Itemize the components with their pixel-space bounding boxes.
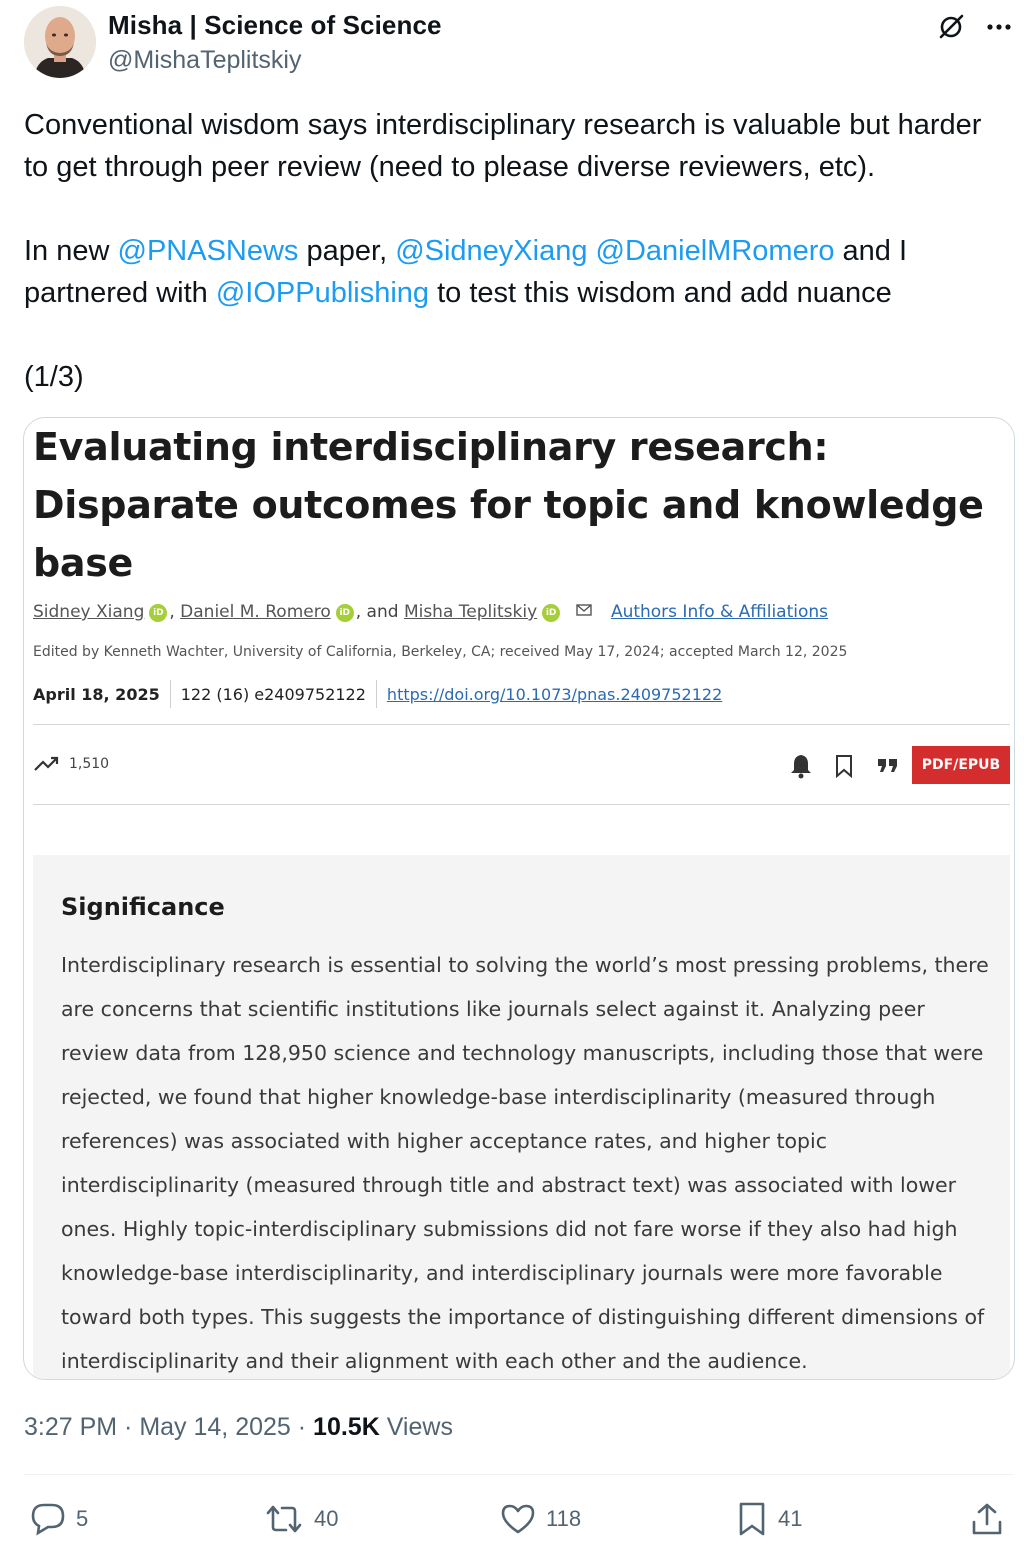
avatar[interactable] <box>24 6 96 78</box>
bookmark-icon <box>736 1501 768 1537</box>
mention-sidneyxiang[interactable]: @SidneyXiang <box>395 235 588 267</box>
envelope-icon <box>576 601 592 621</box>
text-segment: paper, <box>298 235 396 267</box>
paper-author-1: Sidney Xiang <box>33 602 145 622</box>
bookmark-count: 41 <box>778 1506 803 1531</box>
thread-marker: (1/3) <box>24 361 84 393</box>
author-name[interactable]: Misha | Science of Science <box>108 10 442 40</box>
attached-image[interactable] <box>23 417 1015 1380</box>
divider <box>376 680 377 708</box>
views-label: Views <box>379 1413 453 1441</box>
reply-button[interactable] <box>30 1495 88 1543</box>
pdf-epub-button: PDF/EPUB <box>912 746 1010 784</box>
divider <box>33 724 1010 725</box>
avatar-image <box>24 6 96 78</box>
paper-author-2: Daniel M. Romero <box>180 602 331 622</box>
views-stat <box>33 754 109 774</box>
divider <box>24 1474 1014 1475</box>
volume-issue: 122 (16) e2409752122 <box>180 684 366 704</box>
paper-authors <box>33 601 828 622</box>
like-count: 118 <box>546 1506 582 1531</box>
repost-icon <box>264 1503 304 1535</box>
like-button[interactable] <box>500 1495 581 1543</box>
text-segment <box>587 235 595 267</box>
tweet-meta <box>24 1413 453 1442</box>
bookmark-button[interactable] <box>736 1495 802 1543</box>
heart-icon <box>500 1503 536 1535</box>
significance-box <box>33 855 1010 1380</box>
significance-text: Interdisciplinary research is essential to solving the world’s most pressing problems, there are concerns that scientific institutions like journals select against it. Analyzing peer review data from 128,950 science and technology manuscripts, including those that were rejected, we found that higher knowledge-base interdisciplinarity (measured through references) was associated with higher acceptance rates, and higher topic interdisciplinarity (measured through title and abstract text) was associated with lower ones. Highly topic-interdisciplinary submissions did not fare worse if they also had high knowledge-base interdisciplinarity, and interdisciplinary journals were more favorable toward both types. This suggests the importance of distinguishing different dimensions of interdisciplinarity and their alignment with each other and the audience. <box>61 953 989 1373</box>
orcid-icon: iD <box>149 604 167 622</box>
bookmark-outline-icon <box>830 748 858 784</box>
authors-info-link: Authors Info & Affiliations <box>610 602 829 622</box>
text-segment: to test this wisdom and add nuance <box>429 277 892 309</box>
mention-ioppublishing[interactable]: @IOPPublishing <box>215 277 430 309</box>
divider <box>170 680 171 708</box>
divider <box>33 804 1010 805</box>
repost-count: 40 <box>314 1506 339 1531</box>
paper-author-3: Misha Teplitskiy <box>403 602 538 622</box>
edited-by-note: Edited by Kenneth Wachter, University of California, Berkeley, CA; received May 17, 2024; accepted March 12, 2025 <box>33 644 848 660</box>
repost-button[interactable] <box>264 1495 338 1543</box>
author-handle[interactable]: @MishaTeplitskiy <box>108 46 302 74</box>
orcid-icon: iD <box>542 604 560 622</box>
text-segment: and I partnered with <box>24 235 908 309</box>
views-count: 1,510 <box>69 756 110 772</box>
more-icon[interactable] <box>980 8 1018 46</box>
tweet-paragraph-2 <box>24 230 1004 314</box>
meta-separator: · <box>290 1413 314 1441</box>
orcid-icon: iD <box>336 604 354 622</box>
paper-title: Evaluating interdisciplinary research: Disparate outcomes for topic and knowledge base <box>33 425 984 585</box>
meta-separator: · <box>117 1413 140 1441</box>
significance-title: Significance <box>61 893 225 921</box>
share-icon <box>970 1502 1004 1536</box>
grok-icon[interactable] <box>932 8 970 46</box>
quote-icon <box>874 748 902 784</box>
tweet-text <box>24 104 1004 398</box>
tweet-paragraph-1: Conventional wisdom says interdisciplinary research is valuable but harder to get through peer review (need to please diverse reviewers, etc). <box>24 109 982 183</box>
bell-icon <box>786 748 816 784</box>
publication-date: April 18, 2025 <box>33 684 160 704</box>
author-separator: , <box>169 602 181 622</box>
doi-link: https://doi.org/10.1073/pnas.2409752122 <box>386 684 723 704</box>
share-button[interactable] <box>970 1495 1004 1543</box>
author-separator: , and <box>355 602 404 622</box>
mention-pnasnews[interactable]: @PNASNews <box>117 235 299 267</box>
mention-danielmromero[interactable]: @DanielMRomero <box>595 235 835 267</box>
trending-icon <box>33 754 61 774</box>
reply-count: 5 <box>76 1506 89 1531</box>
tweet-date[interactable]: May 14, 2025 <box>139 1413 291 1441</box>
tweet-time[interactable]: 3:27 PM <box>24 1413 118 1441</box>
publication-info <box>33 680 722 708</box>
text-segment: In new <box>24 235 118 267</box>
views-count: 10.5K <box>313 1413 380 1441</box>
reply-icon <box>30 1502 66 1536</box>
